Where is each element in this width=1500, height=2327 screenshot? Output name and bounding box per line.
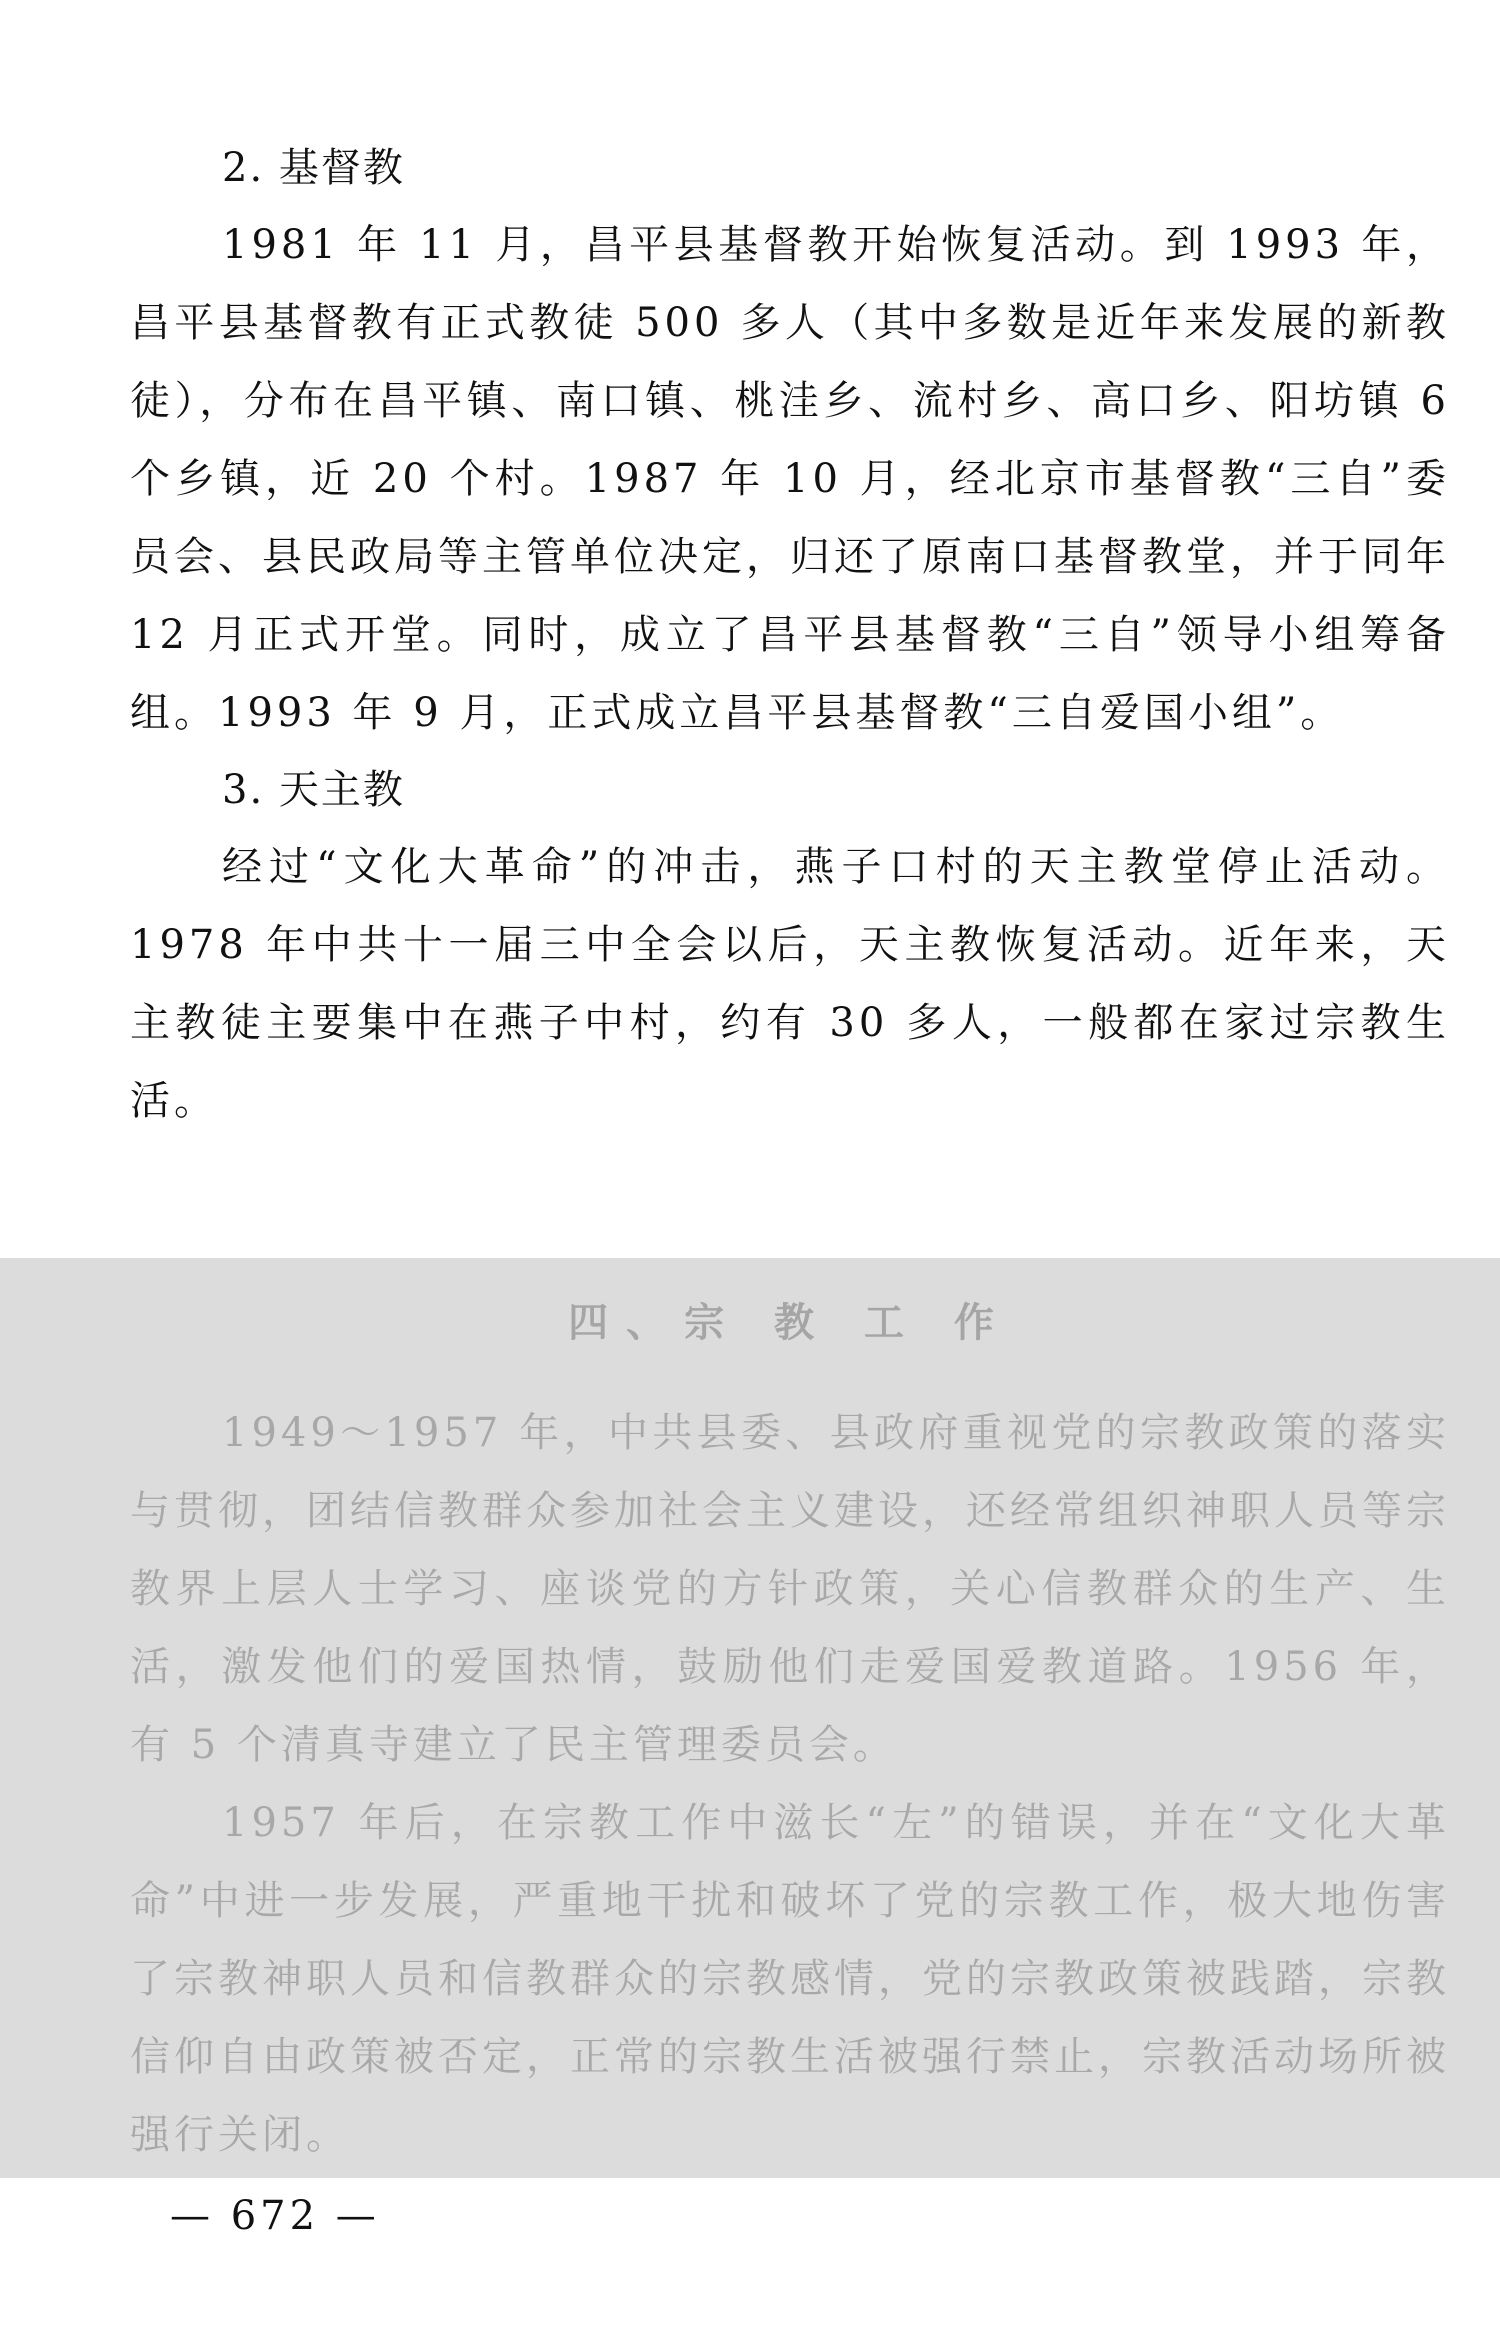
text-column [130, 130, 1450, 1140]
catholicism-heading: 3. 天主教 [222, 767, 405, 813]
christianity-heading: 2. 基督教 [222, 145, 405, 191]
christianity-paragraph: 1981 年 11 月，昌平县基督教开始恢复活动。到 1993 年，昌平县基督教有正式教徒 500 多人（其中多数是近年来发展的新教徒），分布在昌平镇、南口镇、桃洼乡、流村乡、高口乡、阳坊镇 6 个乡镇，近 20 个村。1987 年 10 月，经北京市基督教“三自”委员会、县民政局等主管单位决定，归还了原南口基督教堂，并于同年 12 月正式开堂。同时，成立了昌平县基督教“三自”领导小组筹备组。1993 年 9 月，正式成立昌平县基督教“三自爱国小组”。 [130, 222, 1450, 736]
religious-work-paragraph-2: 1957 年后，在宗教工作中滋长“左”的错误，并在“文化大革命”中进一步发展，严重地干扰和破坏了党的宗教工作，极大地伤害了宗教神职人员和信教群众的宗教感情，党的宗教政策被践踏，宗教信仰自由政策被否定，正常的宗教生活被强行禁止，宗教活动场所被强行关闭。 [130, 1800, 1450, 2158]
religious-work-section [130, 1288, 1450, 2174]
religious-work-paragraph-1: 1949～1957 年，中共县委、县政府重视党的宗教政策的落实与贯彻，团结信教群众参加社会主义建设，还经常组织神职人员等宗教界上层人士学习、座谈党的方针政策，关心信教群众的生产、生活，激发他们的爱国热情，鼓励他们走爱国爱教道路。1956 年，有 5 个清真寺建立了民主管理委员会。 [130, 1410, 1450, 1768]
shaded-section [0, 1258, 1500, 2178]
catholicism-paragraph: 经过“文化大革命”的冲击，燕子口村的天主教堂停止活动。1978 年中共十一届三中全会以后，天主教恢复活动。近年来，天主教徒主要集中在燕子中村，约有 30 多人，一般都在家过宗教生活。 [130, 844, 1450, 1124]
page-number: — 672 — [170, 2193, 380, 2239]
section-title: 四、宗 教 工 作 [568, 1299, 1012, 1346]
